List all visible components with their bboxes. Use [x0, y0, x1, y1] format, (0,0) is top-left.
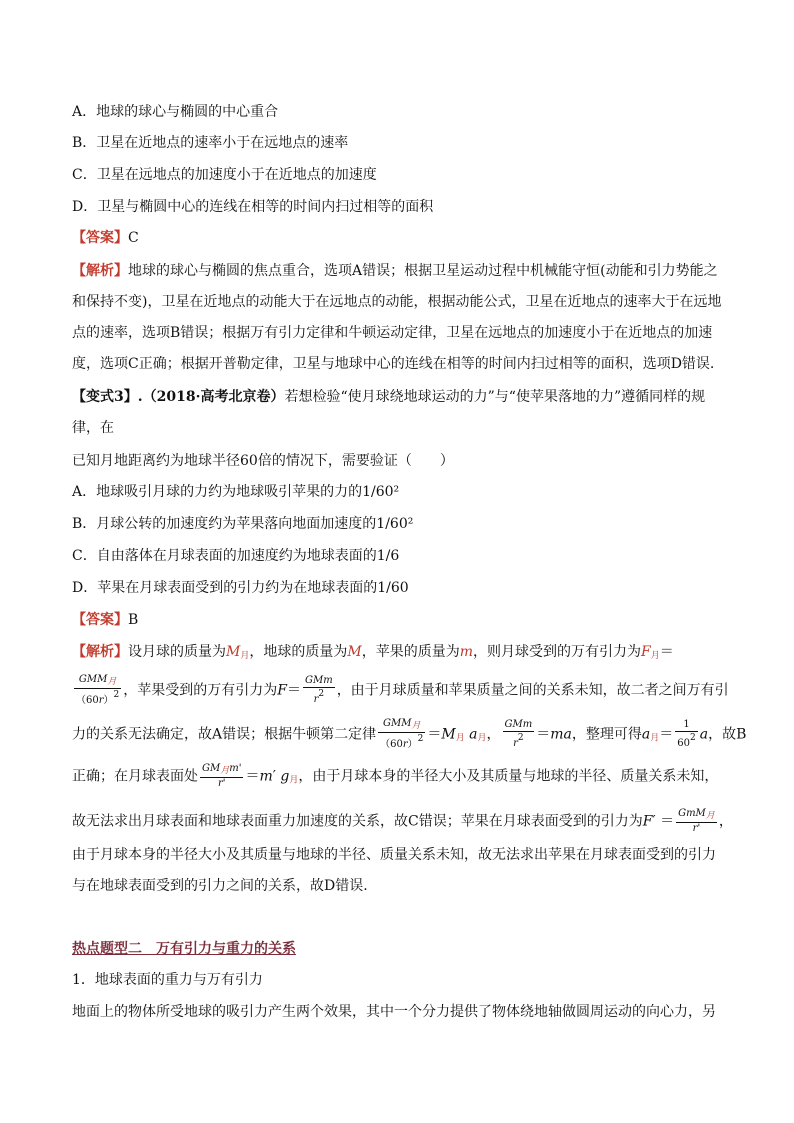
option-d: D．卫星与椭圆中心的连线在相等的时间内扫过相等的面积: [72, 199, 434, 215]
variant-option-c: C．自由落体在月球表面的加速度约为地球表面的1/6: [72, 548, 400, 564]
formula-fraction: $\frac{\text{GMm}}{r2}$: [304, 675, 333, 705]
variant-analysis-line-4: 正确；在月球表面处 $\frac{\text{GM月m'}}{r'}$ ＝m′ $g_月$，由于月球本身的半径大小及其质量与地球的半径、质量关系未知，: [72, 763, 719, 789]
text-seg: ，则月球受到的万有引力为: [472, 644, 641, 660]
answer-label: 【答案】: [72, 230, 128, 246]
section-title: 热点题型二 万有引力与重力的关系: [72, 941, 296, 957]
text-seg: ，地球的质量为: [249, 644, 348, 660]
variant-analysis-line-1: 【解析】设月球的质量为$M_月$，地球的质量为M，苹果的质量为m，则月球受到的万有引力为$F_月=$: [72, 644, 674, 661]
text-seg: ，由于月球质量和苹果质量之间的关系未知，故二者之间万有引: [336, 682, 729, 699]
variant-source: .（2018·高考北京卷）: [137, 389, 285, 405]
variant-stem-text: 若想检验“使月球绕地球运动的力”与“使苹果落地的力”遵循同样的规: [284, 389, 706, 405]
text-seg: ，苹果受到的万有引力为: [123, 682, 278, 699]
answer-line: [72, 228, 139, 248]
analysis-line-4: 度，选项C正确；根据开普勒定律，卫星与地球中心的连线在相等的时间内扫过相等的面积，选项D错误.: [72, 356, 715, 372]
variant-option-b: B．月球公转的加速度约为苹果落向地面加速度的1/60²: [72, 516, 414, 532]
formula-fraction: $\frac{\text{GM月m'}}{r'}$: [202, 763, 242, 789]
option-a: A．地球的球心与椭圆的中心重合: [72, 104, 279, 120]
text-seg: ，故B: [708, 726, 747, 743]
text-seg: ，整理可得: [571, 726, 642, 743]
formula-fraction: $\frac{\text{GmM月}}{r'}$: [678, 808, 715, 834]
variant-label: 【变式3】: [72, 389, 138, 405]
text-seg: ，由于月球本身的半径大小及其质量与地球的半径、质量关系未知，: [298, 768, 719, 785]
analysis-line-1: [72, 261, 718, 281]
text-seg: ，苹果的质量为: [361, 644, 460, 660]
formula-fraction: $\frac{\text{GMM月}}{(60r)2}$: [76, 674, 120, 706]
formula-fraction: $\frac{\text{GMm}}{r2}$: [504, 719, 533, 749]
variant-analysis-line-6: 由于月球本身的半径大小及其质量与地球的半径、质量关系未知，故无法求出苹果在月球表面受到的引力: [72, 847, 716, 863]
text-seg: 设月球的质量为: [128, 644, 226, 660]
formula-fraction: $\frac{\text{GMM月}}{(60r)2}$: [380, 718, 424, 750]
text-seg: 故无法求出月球表面和地球表面重力加速度的关系，故C错误；苹果在月球表面受到的引力为: [72, 813, 643, 830]
variant-answer-line: [72, 610, 138, 630]
analysis-line-3: 点的速率，选项B错误；根据万有引力定律和牛顿运动定律，卫星在远地点的加速度小于在近地点的加速: [72, 325, 713, 341]
variant-stem-line-3: 已知月地距离约为地球半径60倍的情况下，需要验证（ ）: [72, 453, 454, 469]
variant-analysis-line-3: 力的关系无法确定，故A错误；根据牛顿第二定律 $\frac{\text{GMM月}}{(60r)2}$ $=M_月$ $a_月$， $\frac{\text{GMm}}{r2}$ ＝ma，整理可得$a_月=$ $\frac{1}{602}$ a，故B: [72, 718, 747, 750]
variant-analysis-label: 【解析】: [72, 644, 128, 660]
variant-analysis-line-5: 故无法求出月球表面和地球表面重力加速度的关系，故C错误；苹果在月球表面受到的引力为F′ ＝ $\frac{\text{GmM月}}{r'}$ ，: [72, 808, 733, 834]
section-subheading: 1．地球表面的重力与万有引力: [72, 972, 263, 988]
answer-value: C: [128, 230, 139, 246]
variant-stem-line-2: 律，在: [72, 420, 114, 436]
variant-option-d: D．苹果在月球表面受到的引力约为在地球表面的1/60: [72, 580, 409, 596]
variant-stem-line-1: [72, 387, 705, 407]
variant-answer-value: B: [128, 612, 139, 628]
variant-analysis-line-2: $\frac{\text{GMM月}}{(60r)2}$ ，苹果受到的万有引力为F＝ $\frac{\text{GMm}}{r2}$ ，由于月球质量和苹果质量之间的关系未知，故二者之间万有引: [76, 674, 729, 706]
text-seg: 力的关系无法确定，故A错误；根据牛顿第二定律: [72, 726, 377, 743]
analysis-text: 地球的球心与椭圆的焦点重合，选项A错误；根据卫星运动过程中机械能守恒(动能和引力势能之: [128, 263, 718, 279]
section-paragraph: 地面上的物体所受地球的吸引力产生两个效果，其中一个分力提供了物体绕地轴做圆周运动的向心力，另: [72, 1004, 716, 1020]
analysis-label: 【解析】: [72, 263, 128, 279]
text-seg: 正确；在月球表面处: [72, 768, 198, 785]
option-b: B．卫星在近地点的速率小于在远地点的速率: [72, 135, 349, 151]
analysis-line-2: 和保持不变)，卫星在近地点的动能大于在远地点的动能，根据动能公式，卫星在近地点的速率大于在远地: [72, 294, 722, 310]
variant-analysis-line-7: 与在地球表面受到的引力之间的关系，故D错误.: [72, 878, 368, 894]
formula-fraction: $\frac{1}{602}$: [677, 719, 696, 749]
variant-answer-label: 【答案】: [72, 612, 128, 628]
variant-option-a: A．地球吸引月球的力约为地球吸引苹果的力的1/60²: [72, 484, 400, 500]
option-c: C．卫星在远地点的加速度小于在近地点的加速度: [72, 167, 377, 183]
